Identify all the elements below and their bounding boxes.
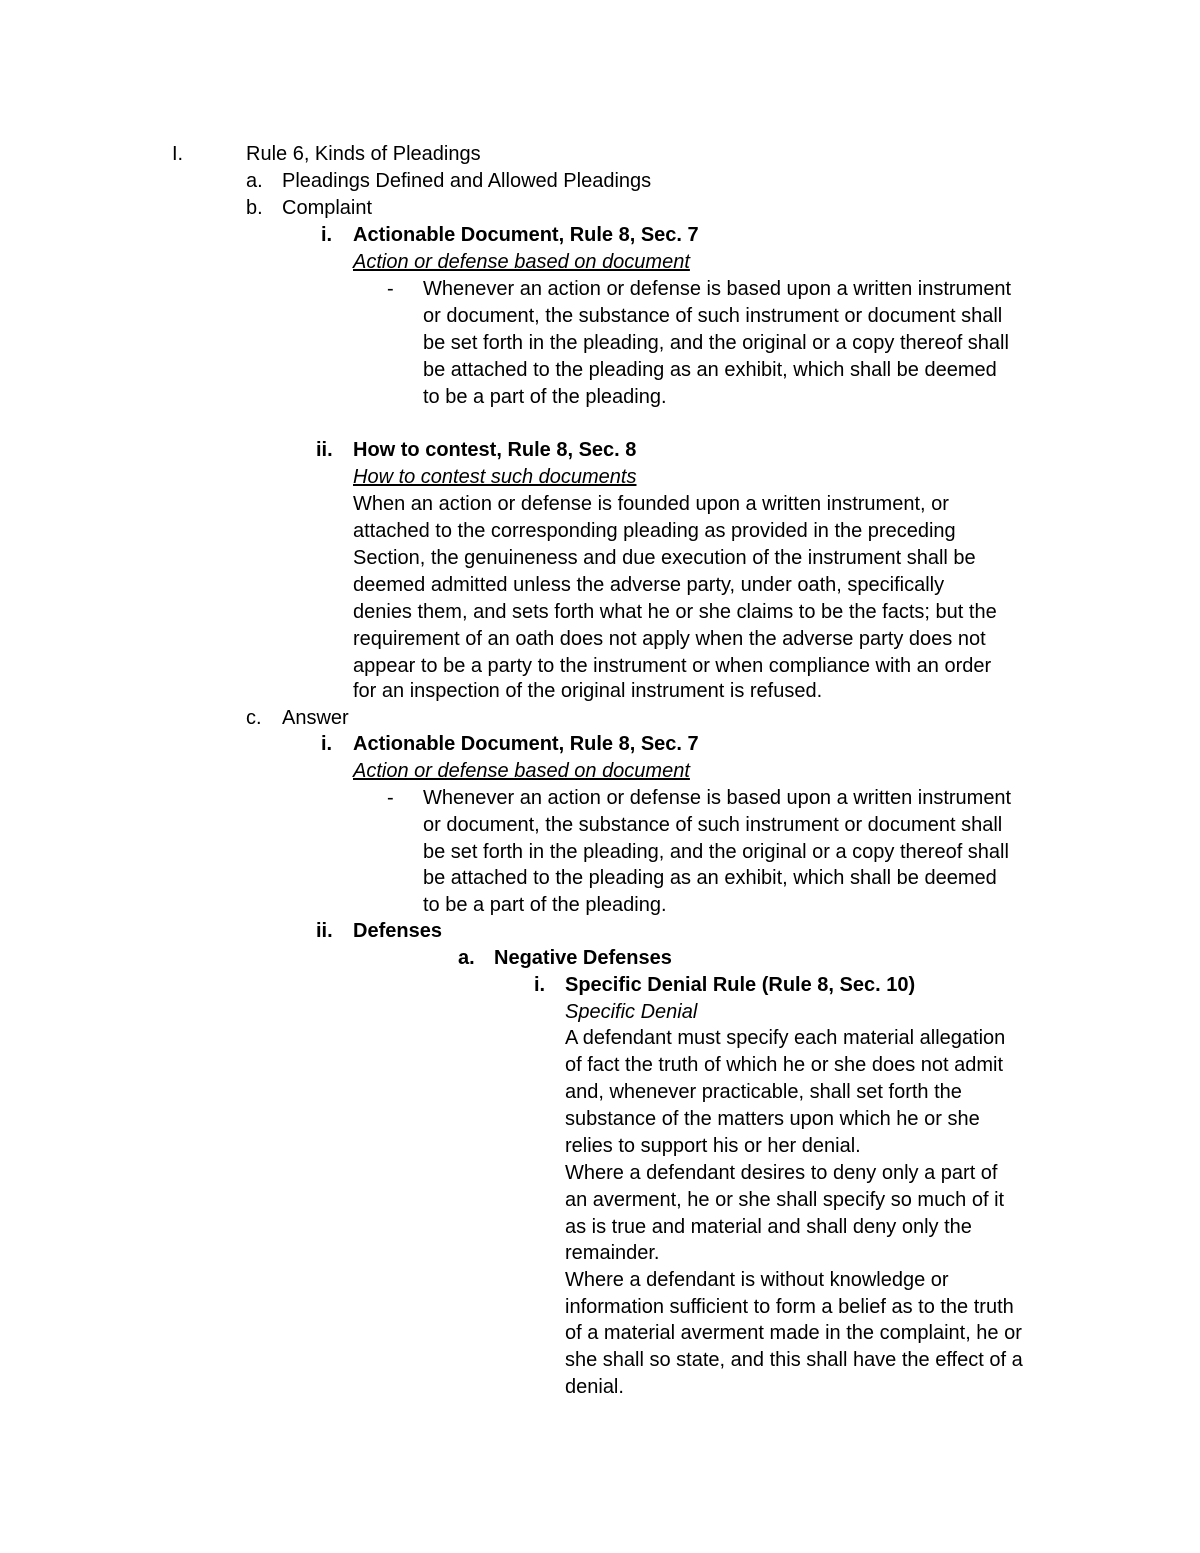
paragraph-line: Where a defendant is without knowledge or: [565, 1269, 949, 1291]
subsubitem-marker: a.: [458, 947, 475, 969]
paragraph-line: Whenever an action or defense is based upon a written instrument: [423, 787, 1012, 809]
paragraph-line: Where a defendant desires to deny only a part of: [565, 1162, 998, 1184]
paragraph-line: remainder.: [565, 1242, 660, 1264]
paragraph-line: denies them, and sets forth what he or she claims to be the facts; but the: [353, 601, 997, 623]
paragraph-line: denial.: [565, 1376, 624, 1398]
paragraph-line: Section, the genuineness and due execution of the instrument shall be: [353, 547, 976, 569]
item-text: Answer: [282, 707, 349, 729]
paragraph-line: A defendant must specify each material allegation: [565, 1027, 1006, 1049]
paragraph-line: information sufficient to form a belief as to the truth: [565, 1296, 1014, 1318]
subitem-marker: ii.: [316, 920, 333, 942]
paragraph-line: When an action or defense is founded upon a written instrument, or: [353, 493, 949, 515]
item-marker: a.: [246, 170, 263, 192]
deep-item-marker: i.: [534, 974, 546, 996]
paragraph-line: appear to be a party to the instrument or when compliance with an order: [353, 655, 992, 677]
item-text: Pleadings Defined and Allowed Pleadings: [282, 170, 652, 192]
subitem-heading: Actionable Document, Rule 8, Sec. 7: [353, 224, 699, 246]
paragraph-line: an averment, he or she shall specify so much of it: [565, 1189, 1005, 1211]
paragraph-line: deemed admitted unless the adverse party, under oath, specifically: [353, 574, 945, 596]
section-marker: I.: [172, 143, 184, 165]
section-title: Rule 6, Kinds of Pleadings: [246, 143, 481, 165]
paragraph-line: and, whenever practicable, shall set forth the: [565, 1081, 962, 1103]
item-marker: c.: [246, 707, 262, 729]
paragraph-line: be attached to the pleading as an exhibit, which shall be deemed: [423, 867, 997, 889]
paragraph-line: relies to support his or her denial.: [565, 1135, 861, 1157]
subitem-marker: i.: [321, 224, 333, 246]
paragraph-line: be set forth in the pleading, and the original or a copy thereof shall: [423, 332, 1009, 354]
paragraph-line: of fact the truth of which he or she does not admit: [565, 1054, 1004, 1076]
subsubitem-heading: Negative Defenses: [494, 947, 672, 969]
subitem-heading: Defenses: [353, 920, 442, 942]
paragraph-line: to be a part of the pleading.: [423, 386, 667, 408]
paragraph-line: or document, the substance of such instrument or document shall: [423, 305, 1003, 327]
subitem-subtitle: Action or defense based on document: [353, 251, 690, 273]
paragraph-line: be set forth in the pleading, and the original or a copy thereof shall: [423, 841, 1009, 863]
paragraph-line: or document, the substance of such instrument or document shall: [423, 814, 1003, 836]
dash-bullet: -: [387, 787, 394, 809]
paragraph-line: requirement of an oath does not apply when the adverse party does not: [353, 628, 986, 650]
subitem-heading: Actionable Document, Rule 8, Sec. 7: [353, 733, 699, 755]
paragraph-line: attached to the corresponding pleading as provided in the preceding: [353, 520, 956, 542]
paragraph-line: substance of the matters upon which he or she: [565, 1108, 980, 1130]
paragraph-line: be attached to the pleading as an exhibit, which shall be deemed: [423, 359, 997, 381]
paragraph-line: for an inspection of the original instrument is refused.: [353, 680, 823, 702]
subitem-marker: i.: [321, 733, 333, 755]
paragraph-line: as is true and material and shall deny only the: [565, 1216, 972, 1238]
item-marker: b.: [246, 197, 263, 219]
deep-item-heading: Specific Denial Rule (Rule 8, Sec. 10): [565, 974, 916, 996]
dash-bullet: -: [387, 278, 394, 300]
paragraph-line: Whenever an action or defense is based upon a written instrument: [423, 278, 1012, 300]
subitem-subtitle: How to contest such documents: [353, 466, 637, 488]
subitem-heading: How to contest, Rule 8, Sec. 8: [353, 439, 637, 461]
subitem-marker: ii.: [316, 439, 333, 461]
paragraph-line: she shall so state, and this shall have the effect of a: [565, 1349, 1023, 1371]
subitem-subtitle: Action or defense based on document: [353, 760, 690, 782]
item-text: Complaint: [282, 197, 373, 219]
paragraph-line: to be a part of the pleading.: [423, 894, 667, 916]
deep-item-subtitle: Specific Denial: [565, 1001, 698, 1023]
paragraph-line: of a material averment made in the complaint, he or: [565, 1322, 1022, 1344]
